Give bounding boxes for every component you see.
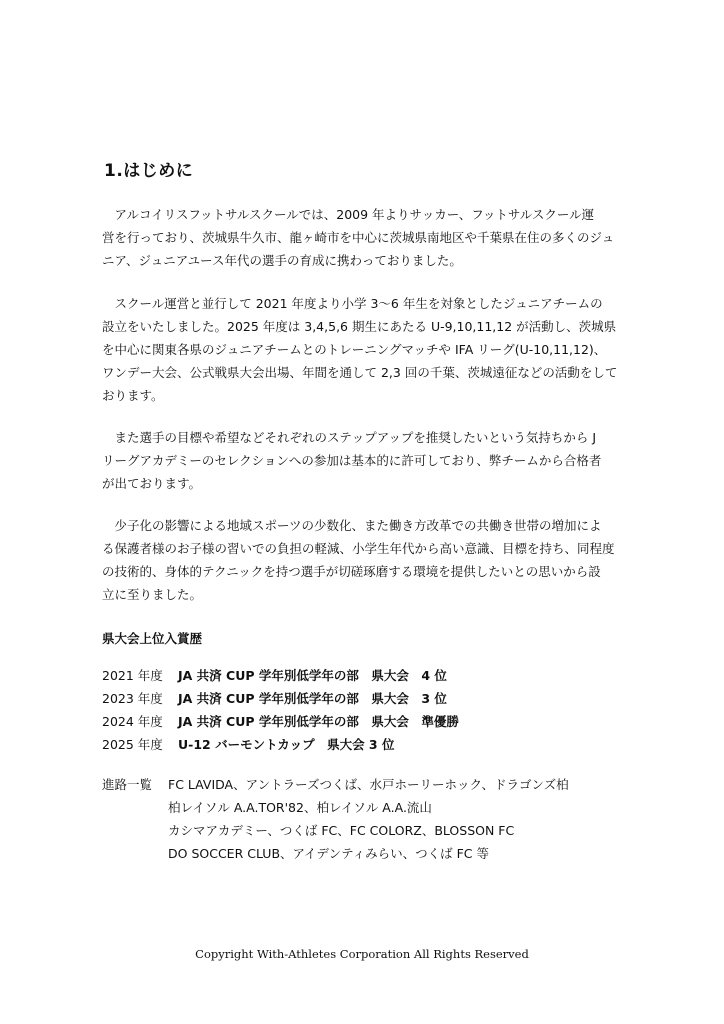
award-year: 2021 年度 (102, 668, 163, 683)
career-label: 進路一覧 (102, 777, 153, 792)
award-name: JA 共済 CUP 学年別低学年の部 県大会 3 位 (178, 691, 447, 706)
section-heading: 1.はじめに (104, 161, 194, 181)
paragraph-purpose (102, 514, 624, 606)
career-line: DO SOCCER CLUB、アイデンティみらい、つくば FC 等 (168, 846, 490, 861)
paragraph-line: また選手の目標や希望などそれぞれのステップアップを推奨したいという気持ちから J (102, 430, 597, 445)
career-line: 柏レイソル A.A.TOR'82、柏レイソル A.A.流山 (168, 800, 432, 815)
paragraph-line: 少子化の影響による地域スポーツの少数化、また働き方改革での共働き世帯の増加によ (102, 518, 602, 533)
paragraph-line: スクール運営と並行して 2021 年度より小学 3〜6 年生を対象としたジュニアチームの (102, 296, 603, 311)
paragraph-line: 設立をいたしました。2025 年度は 3,4,5,6 期生にあたる U-9,10,11,12 が活動し、茨城県 (102, 319, 617, 334)
award-row (102, 710, 459, 733)
paragraph-line: 立に至りました。 (102, 587, 203, 602)
paragraph-line: おります。 (102, 388, 164, 403)
paragraph-line: アルコイリスフットサルスクールでは、2009 年よりサッカー、フットサルスクール運 (102, 207, 595, 222)
award-name: JA 共済 CUP 学年別低学年の部 県大会 4 位 (178, 668, 447, 683)
career-row (102, 773, 569, 865)
copyright-footer: Copyright With-Athletes Corporation All Rights Reserved (195, 947, 529, 961)
award-row (102, 664, 459, 687)
paragraph-line: が出ております。 (102, 476, 202, 491)
paragraph-line: ニア、ジュニアユース年代の選手の育成に携わっておりました。 (102, 253, 462, 268)
career-lines (168, 773, 569, 865)
paragraph-line: 営を行っており、茨城県牛久市、龍ヶ崎市を中心に茨城県南地区や千葉県在住の多くのジュ (102, 230, 615, 245)
award-name: U-12 バーモントカップ 県大会 3 位 (178, 737, 395, 752)
career-line: カシマアカデミー、つくば FC、FC COLORZ、BLOSSON FC (168, 823, 515, 838)
paragraph-line: る保護者様のお子様の習いでの負担の軽減、小学生年代から高い意識、目標を持ち、同程度 (102, 541, 615, 556)
paragraph-team (102, 292, 624, 407)
paragraph-line: リーグアカデミーのセレクションへの参加は基本的に許可しており、弊チームから合格者 (102, 453, 602, 468)
career-section (102, 773, 569, 865)
award-name: JA 共済 CUP 学年別低学年の部 県大会 準優勝 (178, 714, 459, 729)
paragraph-intro (102, 203, 624, 272)
paragraph-line: を中心に関東各県のジュニアチームとのトレーニングマッチや IFA リーグ(U-10,11,12)、 (102, 342, 607, 357)
awards-list (102, 664, 459, 756)
awards-title: 県大会上位入賞歴 (102, 631, 203, 646)
career-line: FC LAVIDA、アントラーズつくば、水戸ホーリーホック、ドラゴンズ柏 (168, 777, 569, 792)
award-year: 2024 年度 (102, 714, 163, 729)
award-year: 2025 年度 (102, 737, 163, 752)
paragraph-line: の技術的、身体的テクニックを持つ選手が切磋琢磨する環境を提供したいとの思いから設 (102, 564, 601, 579)
paragraph-line: ワンデー大会、公式戦県大会出場、年間を通して 2,3 回の千葉、茨城遠征などの活動をして (102, 365, 618, 380)
paragraph-academy (102, 426, 624, 495)
award-year: 2023 年度 (102, 691, 163, 706)
award-row (102, 687, 459, 710)
award-row (102, 733, 459, 756)
